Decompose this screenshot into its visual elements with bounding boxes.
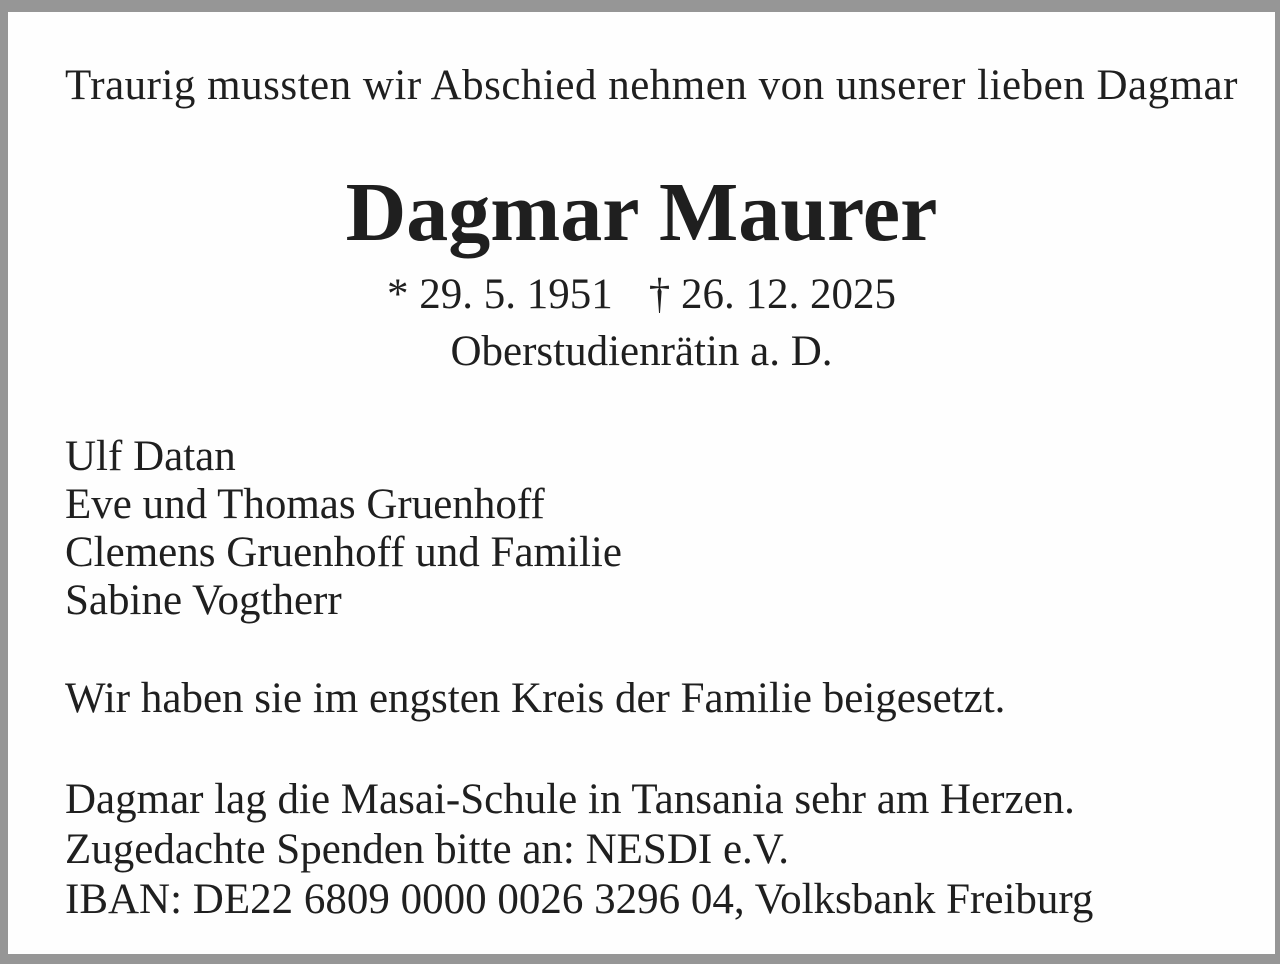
mourner-name: Ulf Datan bbox=[65, 432, 236, 480]
mourners-block bbox=[65, 433, 1218, 625]
mourner-name: Eve und Thomas Gruenhoff bbox=[65, 480, 545, 528]
donation-block bbox=[65, 775, 1218, 925]
birth-date: * 29. 5. 1951 bbox=[387, 271, 613, 319]
mourner-name: Sabine Vogtherr bbox=[65, 576, 342, 624]
donation-iban-line: IBAN: DE22 6809 0000 0026 3296 04, Volksbank Freiburg bbox=[65, 875, 1094, 923]
intro-line: Traurig mussten wir Abschied nehmen von unserer lieben Dagmar bbox=[65, 62, 1238, 109]
deceased-name: Dagmar Maurer bbox=[345, 166, 938, 260]
donation-cause-line: Dagmar lag die Masai-Schule in Tansania sehr am Herzen. bbox=[65, 775, 1075, 823]
obituary-card bbox=[8, 12, 1275, 954]
burial-note: Wir haben sie im engsten Kreis der Familie beigesetzt. bbox=[65, 674, 1006, 722]
mourner-name: Clemens Gruenhoff und Familie bbox=[65, 528, 622, 576]
profession-title: Oberstudienrätin a. D. bbox=[450, 327, 833, 375]
dates-line bbox=[65, 271, 1218, 318]
donation-recipient-line: Zugedachte Spenden bitte an: NESDI e.V. bbox=[65, 825, 790, 873]
death-date: † 26. 12. 2025 bbox=[648, 271, 896, 319]
